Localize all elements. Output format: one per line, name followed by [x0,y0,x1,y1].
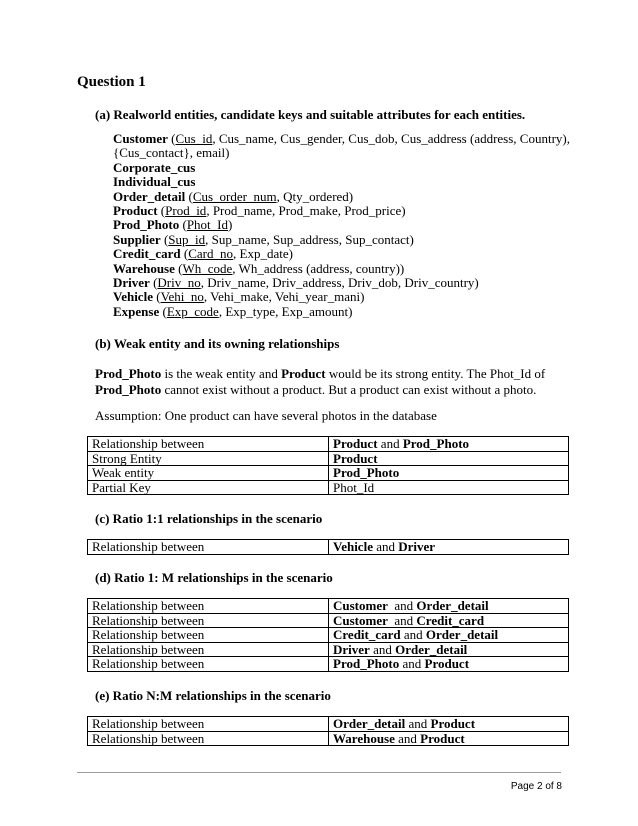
table-cell-value: Driver and Order_detail [329,642,569,657]
paragraph-line-1: Prod_Photo is the weak entity and Product would be its strong entity. The Phot_Id of [95,366,546,381]
entity-credit-card: Credit_card (Card_no, Exp_date) [113,246,293,262]
table-cell-value: Prod_Photo [329,466,569,481]
table-cell-label: Strong Entity [88,451,329,466]
table-row [88,451,569,466]
table-row [88,731,569,746]
entity-driver: Driver (Driv_no, Driv_name, Driv_address, Driv_dob, Driv_country) [113,275,479,291]
entity-customer: Customer (Cus_id, Cus_name, Cus_gender, Cus_dob, Cus_address (address, Country), [113,131,570,146]
table-row [88,613,569,628]
footer-divider [77,772,561,773]
entity-prod-photo: Prod_Photo (Phot_Id) [113,217,233,233]
section-e-heading: (e) Ratio N:M relationships in the scenario [95,688,331,703]
table-cell-label: Relationship between [88,437,329,452]
entity-supplier: Supplier (Sup_id, Sup_name, Sup_address, Sup_contact) [113,231,414,247]
table-row [88,599,569,614]
table-row [88,480,569,495]
table-cell-label: Relationship between [88,717,329,732]
table-cell-label: Partial Key [88,480,329,495]
entity-warehouse: Warehouse (Wh_code, Wh_address (address, country)) [113,260,405,276]
many-to-many-table [87,716,569,746]
one-to-one-table [87,539,569,555]
weak-entity-table [87,436,569,495]
table-cell-value: Product and Prod_Photo [329,437,569,452]
entity-customer-continued: {Cus_contact}, email) [113,145,230,161]
table-cell-value: Product [329,451,569,466]
table-cell-value: Customer and Order_detail [329,599,569,614]
table-cell-value: Prod_Photo and Product [329,657,569,672]
table-cell-value: Customer and Credit_card [329,613,569,628]
table-row [88,540,569,555]
page-number: Page 2 of 8 [510,781,562,792]
table-cell-label: Relationship between [88,628,329,643]
entity-order-detail: Order_detail (Cus_order_num, Qty_ordered) [113,188,354,204]
one-to-many-table [87,598,569,672]
entity-expense: Expense (Exp_code, Exp_type, Exp_amount) [113,303,353,319]
section-d-heading: (d) Ratio 1: M relationships in the scenario [95,570,333,585]
question-title: Question 1 [77,74,146,90]
entity-vehicle: Vehicle (Vehi_no, Vehi_make, Vehi_year_mani) [113,289,365,305]
table-cell-label: Weak entity [88,466,329,481]
table-row [88,466,569,481]
section-a-heading: (a) Realworld entities, candidate keys and suitable attributes for each entities. [95,107,526,122]
table-cell-value: Credit_card and Order_detail [329,628,569,643]
table-row [88,717,569,732]
table-row [88,628,569,643]
section-b-heading: (b) Weak entity and its owning relationships [95,336,340,351]
table-cell-value: Phot_Id [329,480,569,495]
table-cell-label: Relationship between [88,540,329,555]
table-cell-label: Relationship between [88,599,329,614]
entity-product: Product (Prod_id, Prod_name, Prod_make, Prod_price) [113,203,406,219]
weak-entity-paragraph [95,366,575,398]
table-cell-value: Vehicle and Driver [329,540,569,555]
table-row [88,657,569,672]
table-cell-label: Relationship between [88,657,329,672]
section-c-heading: (c) Ratio 1:1 relationships in the scenario [95,511,323,526]
entity-individual-cus: Individual_cus [113,174,196,190]
entity-corporate-cus: Corporate_cus [113,159,196,175]
entity-list [113,132,573,319]
table-row [88,642,569,657]
table-cell-label: Relationship between [88,642,329,657]
assumption-text: Assumption: One product can have several photos in the database [95,408,437,423]
paragraph-line-2: Prod_Photo cannot exist without a product. But a product can exist without a photo. [95,382,537,397]
table-cell-label: Relationship between [88,613,329,628]
table-cell-value: Warehouse and Product [329,731,569,746]
table-cell-value: Order_detail and Product [329,717,569,732]
table-row [88,437,569,452]
table-cell-label: Relationship between [88,731,329,746]
